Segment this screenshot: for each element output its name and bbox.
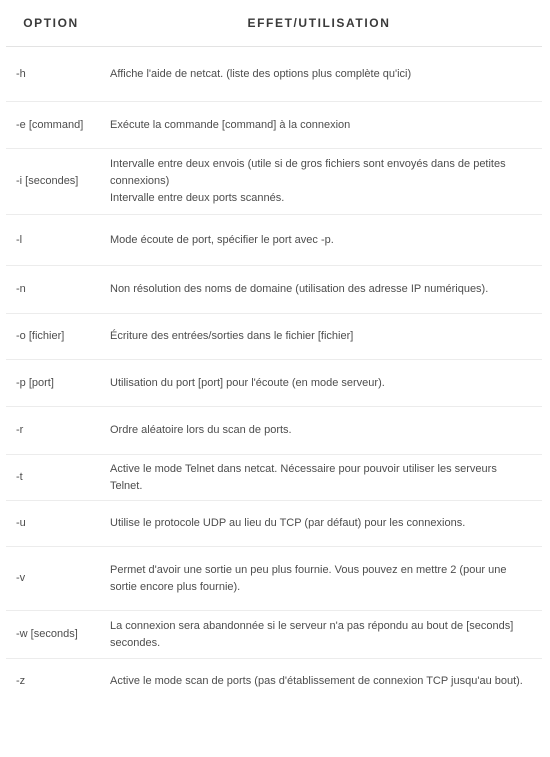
table-row: [6, 547, 542, 611]
effect-cell: [96, 659, 542, 704]
effect-cell: [96, 314, 542, 360]
header-option: OPTION: [6, 0, 96, 47]
option-cell: -u: [6, 501, 96, 547]
effect-cell: [96, 547, 542, 611]
effect-text: Ordre aléatoire lors du scan de ports.: [110, 424, 292, 436]
effect-text: Permet d'avoir une sortie un peu plus fournie. Vous pouvez en mettre 2 (pour une sortie encore plus fournie).: [110, 563, 507, 593]
effect-cell: [96, 215, 542, 266]
table-row: [6, 407, 542, 455]
option-cell: -e [command]: [6, 102, 96, 149]
option-cell: -p [port]: [6, 360, 96, 407]
option-cell: -h: [6, 47, 96, 102]
effect-text: Exécute la commande [command] à la connexion: [110, 118, 351, 131]
effect-cell: [96, 501, 542, 547]
effect-text: Intervalle entre deux envois (utile si de gros fichiers sont envoyés dans de petites connexions): [110, 158, 506, 187]
option-cell: -o [fichier]: [6, 314, 96, 360]
effect-cell: [96, 266, 542, 314]
option-cell: -r: [6, 407, 96, 455]
header-row: [6, 0, 542, 47]
option-cell: -v: [6, 547, 96, 611]
option-cell: -t: [6, 455, 96, 501]
effect-text: La connexion sera abandonnée si le serveur n'a pas répondu au bout de [seconds] secondes.: [110, 619, 514, 649]
table-row: [6, 102, 542, 149]
option-cell: -z: [16, 674, 26, 687]
effect-text: Intervalle entre deux ports scannés.: [110, 192, 285, 204]
effect-text: Écriture des entrées/sorties dans le fichier [fichier]: [110, 330, 354, 342]
option-cell: -n: [6, 266, 96, 314]
effect-text: Active le mode scan de ports (pas d'établissement de connexion TCP jusqu'au bout).: [110, 674, 523, 687]
effect-cell: [96, 149, 542, 215]
table-row: [6, 149, 542, 215]
table-header: [6, 0, 542, 47]
effect-cell: [96, 47, 542, 102]
table-body: [6, 47, 542, 704]
table-row: [6, 314, 542, 360]
option-cell: -w [seconds]: [6, 611, 96, 659]
option-cell: -i [secondes]: [6, 149, 96, 215]
effect-text: Active le mode Telnet dans netcat. Nécessaire pour pouvoir utiliser les serveurs Telnet.: [110, 462, 497, 492]
effect-cell: [96, 611, 542, 659]
effect-text: Mode écoute de port, spécifier le port avec -p.: [110, 233, 334, 246]
table-row: [6, 611, 542, 659]
effect-cell: [96, 407, 542, 455]
table-row: [6, 360, 542, 407]
effect-text: Utilisation du port [port] pour l'écoute (en mode serveur).: [110, 376, 385, 389]
effect-text: Non résolution des noms de domaine (utilisation des adresse IP numériques).: [110, 283, 489, 295]
table-row: [6, 215, 542, 266]
table-row: [6, 659, 542, 704]
table-row: [6, 47, 542, 102]
effect-cell: [96, 455, 542, 501]
effect-cell: [96, 102, 542, 149]
effect-text: Affiche l'aide de netcat. (liste des options plus complète qu'ici): [110, 67, 412, 80]
effect-text: Utilise le protocole UDP au lieu du TCP (par défaut) pour les connexions.: [110, 517, 466, 529]
table-row: [6, 266, 542, 314]
table-row: [6, 501, 542, 547]
option-cell: -l: [6, 215, 96, 266]
table-row: [6, 455, 542, 501]
header-effect: EFFET/UTILISATION: [96, 0, 542, 47]
netcat-options-table: [6, 0, 542, 704]
effect-cell: [96, 360, 542, 407]
